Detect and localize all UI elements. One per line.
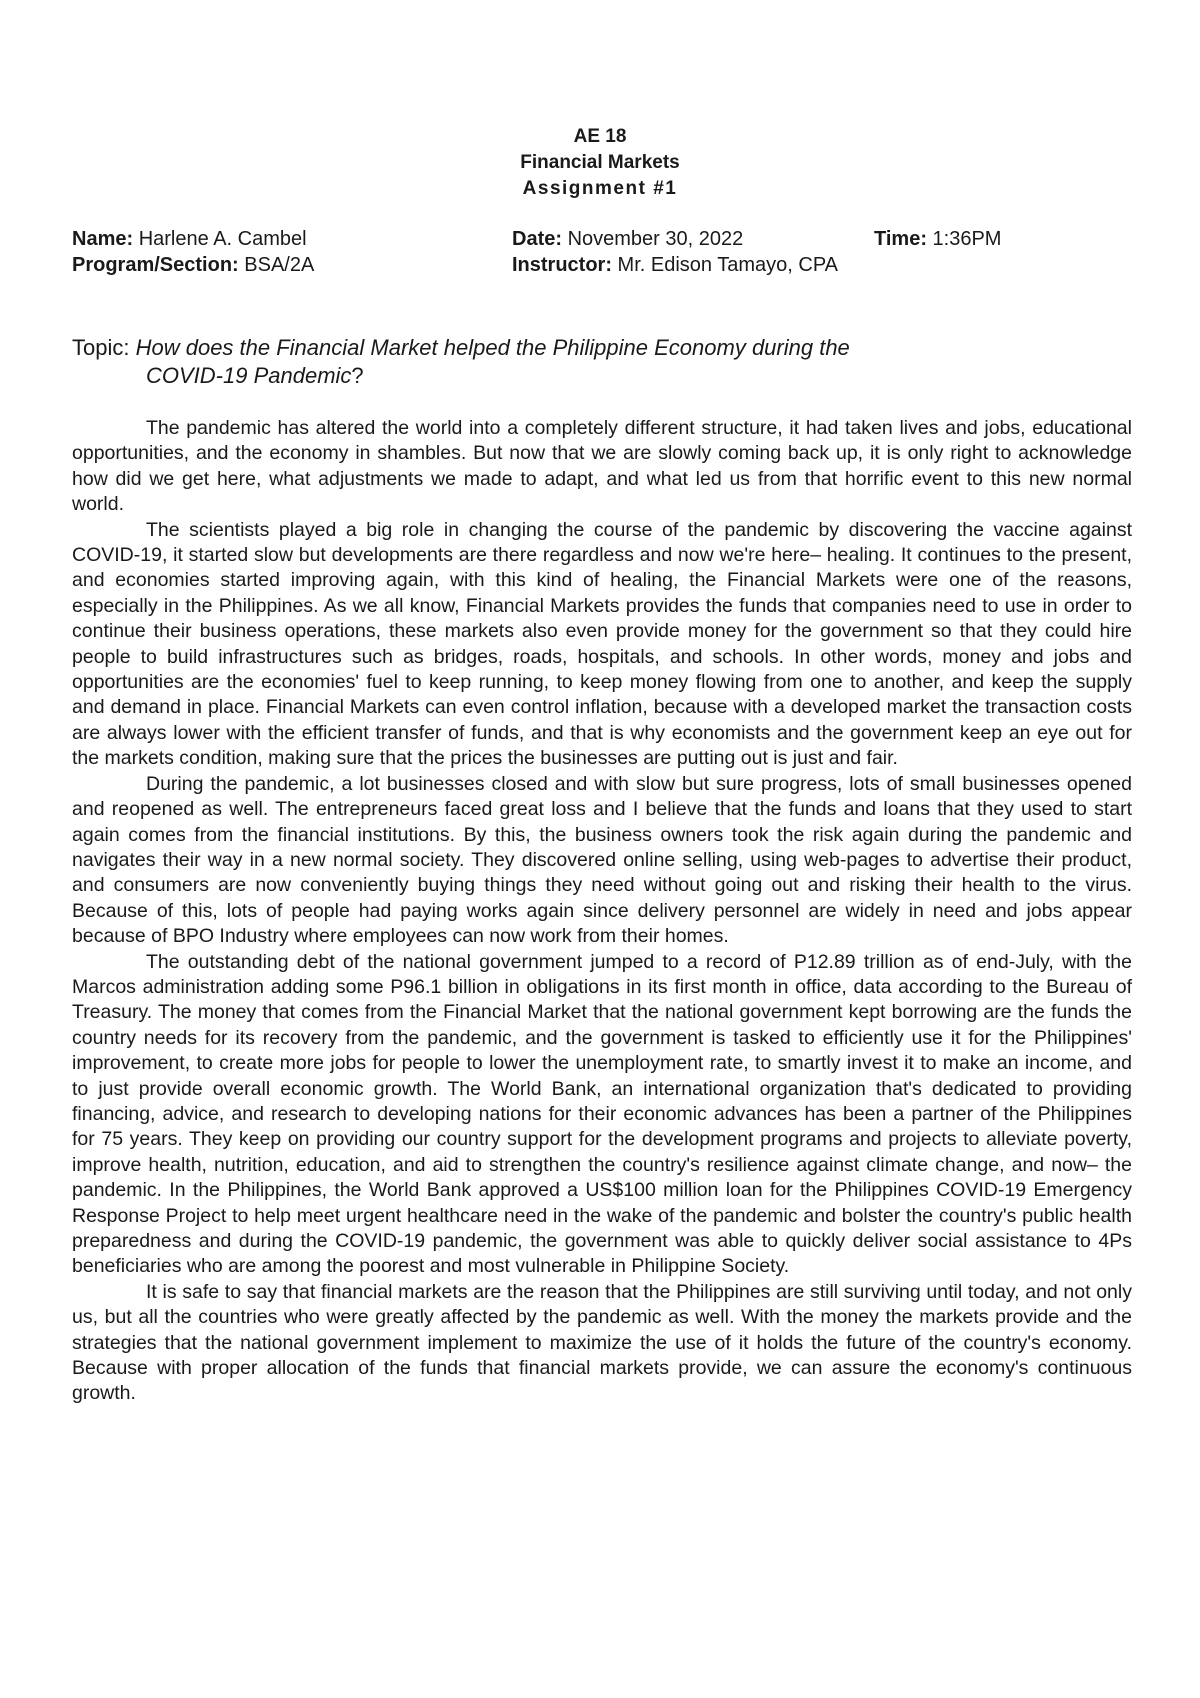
topic xyxy=(72,334,1132,390)
program-field xyxy=(72,252,314,278)
paragraph: During the pandemic, a lot businesses closed and with slow but sure progress, lots of small businesses opened and reopened as well. The entrepreneurs faced great loss and I believe that the funds and loans that they used to start again comes from the financial institutions. By this, the business owners took the risk again during the pandemic and navigates their way in a new normal society. They discovered online selling, using web-pages to advertise their product, and consumers are now conveniently buying things they need without going out and risking their health to the virus. Because of this, lots of people had paying works again since delivery personnel are widely in need and jobs appear because of BPO Industry where employees can now work from their homes. xyxy=(72,772,1132,948)
essay-body xyxy=(72,416,1132,1407)
paragraph: The scientists played a big role in changing the course of the pandemic by discovering the vaccine against COVID-19, it started slow but developments are there regardless and now we're here– healing. It continues to the present, and economies started improving again, with this kind of healing, the Financial Markets were one of the reasons, especially in the Philippines. As we all know, Financial Markets provides the funds that companies need to use in order to continue their business operations, these markets also even provide money for the government so that they could hire people to build infrastructures such as bridges, roads, hospitals, and schools. In other words, money and jobs and opportunities are the economies' fuel to keep running, to keep money flowing from one to another, and keep the supply and demand in place. Financial Markets can even control inflation, because with a developed market the transaction costs are always lower with the efficient transfer of funds, and that is why economists and the government keep an eye out for the markets condition, making sure that the prices the businesses are putting out is just and fair. xyxy=(72,518,1132,770)
program-value: BSA/2A xyxy=(238,254,315,276)
paragraph: The outstanding debt of the national government jumped to a record of P12.89 trillion as of end-July, with the Marcos administration adding some P96.1 billion in obligations in its first month in office, data according to the Bureau of Treasury. The money that comes from the Financial Market that the national government kept borrowing are the funds the country needs for its recovery from the pandemic, and the government is tasked to efficiently use it for the Philippines' improvement, to create more jobs for people to lower the unemployment rate, to smartly invest it to make an income, and to just provide overall economic growth. The World Bank, an international organization that's dedicated to providing financing, advice, and research to developing nations for their economic advances has been a partner of the Philippines for 75 years. They keep on providing our country support for the development programs and projects to alleviate poverty, improve health, nutrition, education, and aid to strengthen the country's resilience against climate change, and now– the pandemic. In the Philippines, the World Bank approved a US$100 million loan for the Philippines COVID-19 Emergency Response Project to help meet urgent healthcare need in the wake of the pandemic and bolster the country's public health preparedness and during the COVID-19 pandemic, the government was able to quickly deliver social assistance to 4Ps beneficiaries who are among the poorest and most vulnerable in Philippine Society. xyxy=(72,950,1132,1278)
time-value: 1:36PM xyxy=(926,228,1002,250)
document-header xyxy=(0,124,1200,202)
topic-question-line2: COVID-19 Pandemic xyxy=(146,363,352,388)
topic-question-mark: ? xyxy=(351,363,364,388)
date-value: November 30, 2022 xyxy=(562,228,744,250)
topic-question-line1: How does the Financial Market helped the Philippine Economy during the xyxy=(135,335,850,360)
name-value: Harlene A. Cambel xyxy=(133,228,307,250)
instructor-value: Mr. Edison Tamayo, CPA xyxy=(612,254,839,276)
name-label: Name: xyxy=(72,228,134,250)
instructor-field xyxy=(512,252,838,278)
instructor-label: Instructor: xyxy=(512,254,612,276)
time-field xyxy=(874,226,1001,252)
name-field xyxy=(72,226,307,252)
time-label: Time: xyxy=(874,228,927,250)
course-code: AE 18 xyxy=(573,126,627,147)
date-field xyxy=(512,226,743,252)
paragraph: It is safe to say that financial markets are the reason that the Philippines are still surviving until today, and not only us, but all the countries who were greatly affected by the pandemic as well. With the money the markets provide and the strategies that the national government implement to maximize the use of it holds the future of the country's economy. Because with proper allocation of the funds that financial markets provide, we can assure the economy's continuous growth. xyxy=(72,1280,1132,1405)
program-label: Program/Section: xyxy=(72,254,239,276)
course-title: Financial Markets xyxy=(520,152,680,173)
date-label: Date: xyxy=(512,228,563,250)
paragraph: The pandemic has altered the world into a completely different structure, it had taken lives and jobs, educational opportunities, and the economy in shambles. But now that we are slowly coming back up, it is only right to acknowledge how did we get here, what adjustments we made to adapt, and what led us from that horrific event to this new normal world. xyxy=(72,417,1132,516)
assignment-title: Assignment #1 xyxy=(522,178,678,199)
topic-label: Topic: xyxy=(72,335,136,360)
